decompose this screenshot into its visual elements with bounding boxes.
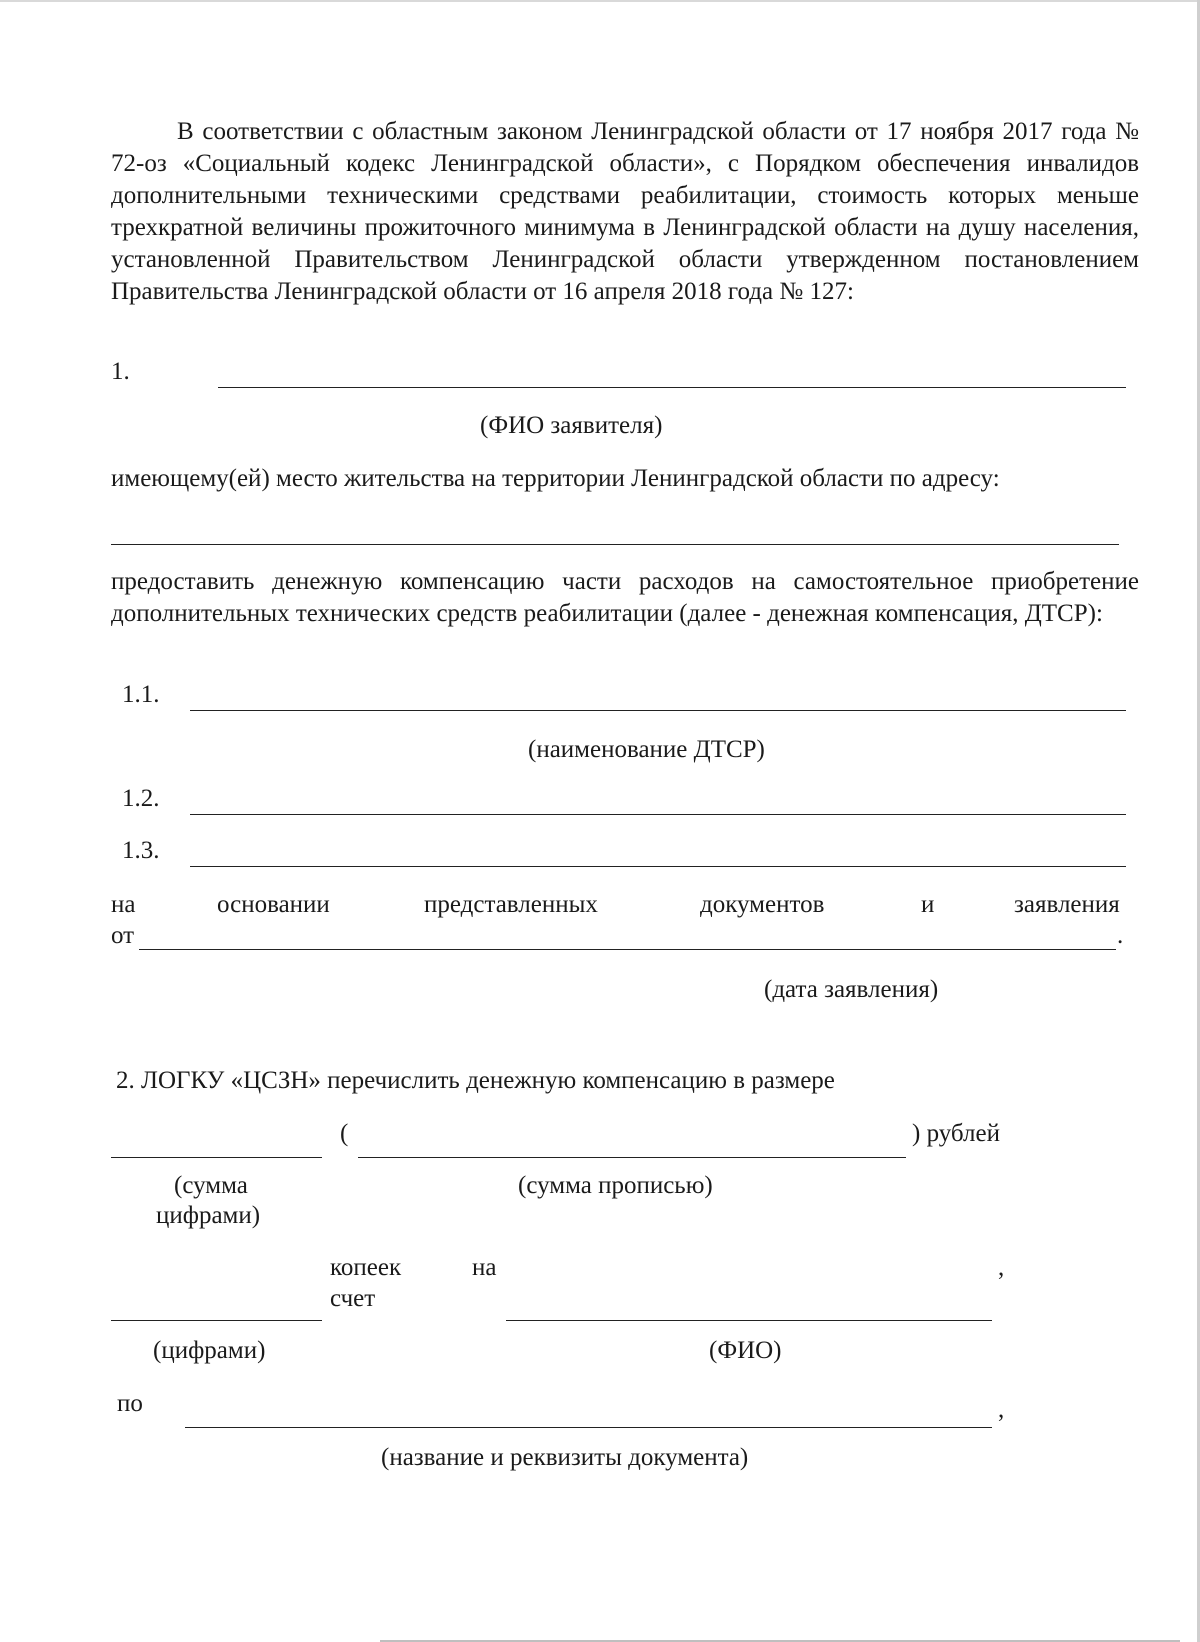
on-label: на (472, 1254, 497, 1281)
document-caption: (название и реквизиты документа) (381, 1444, 749, 1471)
grant-paragraph: предоставить денежную компенсацию части расходов на самостоятельное приобретение дополнительных технических средств реабилитации (далее - денежная компенсация, ДТСР): (111, 568, 1139, 627)
dtsr-item-1-field[interactable] (190, 710, 1126, 711)
item-1-number: 1. (111, 358, 130, 385)
applicant-caption: (ФИО заявителя) (480, 412, 663, 439)
basis-word-na: на (111, 891, 136, 918)
address-field[interactable] (111, 544, 1119, 545)
fio-caption: (ФИО) (709, 1337, 782, 1364)
document-details-field[interactable] (185, 1427, 992, 1428)
kopecks-label: копеек (330, 1254, 402, 1281)
account-comma: , (998, 1254, 1005, 1281)
basis-from-label: от (111, 922, 135, 949)
open-paren: ( (340, 1120, 349, 1147)
rubles-label: ) рублей (912, 1120, 1000, 1147)
dtsr-item-1-number: 1.1. (122, 681, 160, 708)
dtsr-item-3-field[interactable] (190, 866, 1126, 867)
sum-digits-field[interactable] (111, 1157, 322, 1158)
sum-words-caption: (сумма прописью) (518, 1172, 713, 1199)
account-label: счет (330, 1285, 376, 1312)
intro-paragraph: В соответствии с областным законом Ленинградской области от 17 ноября 2017 года № 72-оз «Социальный кодекс Ленинградской области», с Порядком обеспечения инвалидов дополнительными техническими средствами реабилитации, стоимость которых меньше трехкратной величины прожиточного минимума в Ленинградской области на душу населения, установленной Правительством Ленинградской области утвержденном постановлением Правительства Ленинградской области от 16 апреля 2018 года № 127: (111, 118, 1139, 305)
by-label: по (117, 1390, 143, 1417)
applicant-name-field[interactable] (218, 387, 1126, 388)
sum-digits-caption-line-1: (сумма (174, 1172, 248, 1199)
dtsr-item-3-number: 1.3. (122, 837, 160, 864)
item-2-heading: 2. ЛОГКУ «ЦСЗН» перечислить денежную компенсацию в размере (116, 1067, 835, 1094)
dtsr-item-2-field[interactable] (190, 814, 1126, 815)
scan-edge-top (0, 0, 1200, 2)
sum-words-field[interactable] (358, 1157, 906, 1158)
document-comma: , (998, 1396, 1005, 1423)
digits-caption: (цифрами) (153, 1337, 266, 1364)
date-caption: (дата заявления) (764, 976, 939, 1003)
application-date-field[interactable] (139, 949, 1116, 950)
basis-word-osnovanii: основании (217, 891, 330, 918)
sum-digits-caption-line-2: цифрами) (156, 1202, 261, 1229)
basis-word-i: и (921, 891, 935, 918)
basis-word-predstavlennyh: представленных (424, 891, 598, 918)
dtsr-item-2-number: 1.2. (122, 785, 160, 812)
basis-word-zayavleniya: заявления (1014, 891, 1120, 918)
basis-word-dokumentov: документов (700, 891, 825, 918)
account-holder-field[interactable] (506, 1320, 992, 1321)
basis-end-dot: . (1117, 922, 1124, 949)
residence-text: имеющему(ей) место жительства на территории Ленинградской области по адресу: (111, 465, 1000, 492)
kopecks-digits-field[interactable] (111, 1320, 322, 1321)
dtsr-name-caption: (наименование ДТСР) (528, 736, 765, 763)
